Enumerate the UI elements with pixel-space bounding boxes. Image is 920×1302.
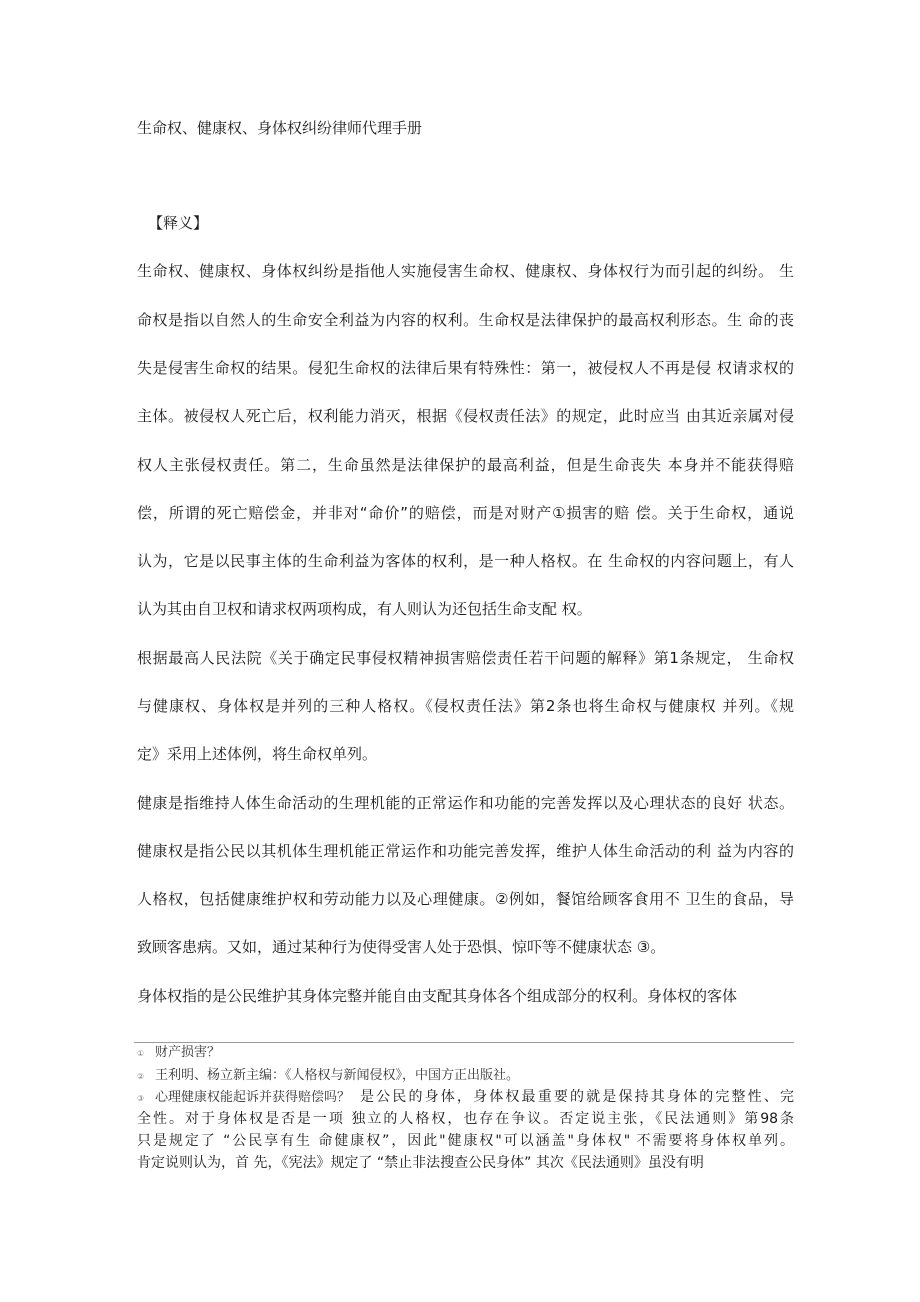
- section-heading: 【释义】: [148, 214, 209, 232]
- body-line: 根据最高人民法院《关于确定民事侵权精神损害赔偿责任若干问题的解释》第1条规定， 生命权: [137, 649, 794, 667]
- body-line: 失是侵害生命权的结果。侵犯生命权的法律后果有特殊性：第一，被侵权人不再是侵 权请求权的: [137, 359, 794, 377]
- footnote-text: 财产损害？: [155, 1045, 221, 1060]
- body-line: 偿，所谓的死亡赔偿金，并非对“命价”的赔偿，而是对财产①损害的赔 偿。关于生命权，通说: [137, 504, 794, 522]
- footnote-mark: ③: [137, 1094, 145, 1103]
- body-line: 主体。被侵权人死亡后，权利能力消灭，根据《侵权责任法》的规定，此时应当 由其近亲属对侵: [137, 407, 794, 425]
- body-line: 生命权、健康权、身体权纠纷是指他人实施侵害生命权、健康权、身体权行为而引起的纠纷。 生: [137, 262, 794, 280]
- body-line: 人格权，包括健康维护权和劳动能力以及心理健康。②例如，餐馆给顾客食用不 卫生的食品，导: [137, 890, 794, 908]
- footnote-mark: ①: [137, 1049, 145, 1058]
- footnote-text: 心理健康权能起诉并获得赔偿吗？: [155, 1090, 351, 1105]
- footnote-3: [137, 1090, 350, 1107]
- document-title: 生命权、健康权、身体权纠纷律师代理手册: [137, 119, 423, 137]
- footnote-text: 王利明、杨立新主编：《人格权与新闻侵权》，中国方正出版社。: [155, 1068, 520, 1083]
- body-line: 命权是指以自然人的生命安全利益为内容的权利。生命权是法律保护的最高权利形态。生 命的丧: [137, 311, 794, 329]
- footnote-separator: [134, 1042, 794, 1043]
- body-line: 认为，它是以民事主体的生命利益为客体的权利，是一种人格权。在 生命权的内容问题上，有人: [137, 552, 794, 570]
- body-line: 认为其由自卫权和请求权两项构成，有人则认为还包括生命支配 权。: [137, 600, 592, 618]
- body-line: 身体权指的是公民维护其身体完整并能自由支配其身体各个组成部分的权利。身体权的客体: [137, 987, 738, 1005]
- footnote-2: [137, 1068, 519, 1085]
- footnote-continuation-line: 是公民的身体，身体权最重要的就是保持其身体的完整性、完: [360, 1089, 794, 1105]
- footnote-mark: ②: [137, 1072, 145, 1081]
- footnote-1: [137, 1045, 220, 1062]
- body-line: 健康权是指公民以其机体生理机能正常运作和功能完善发挥，维护人体生命活动的利 益为内容的: [137, 842, 794, 860]
- body-line: 致顾客患病。又如，通过某种行为使得受害人处于恐惧、惊吓等不健康状态 ③。: [137, 938, 666, 956]
- footnote-continuation-line: 全性。对于身体权是否是一项 独立的人格权，也存在争议。否定说主张，《民法通则》第98条: [137, 1111, 794, 1127]
- body-line: 权人主张侵权责任。第二，生命虽然是法律保护的最高利益，但是生命丧失 本身并不能获得赔: [137, 456, 794, 474]
- footnote-continuation-line: 肯定说则认为，首 先，《宪法》规定了 “禁止非法搜查公民身体” 其次《民法通则》虽没有明: [137, 1155, 704, 1171]
- footnote-continuation-line: 只是规定了 “公民享有生 命健康权”，因此"健康权"可以涵盖"身体权" 不需要将身体权单列。: [137, 1133, 794, 1149]
- body-line: 定》采用上述体例，将生命权单列。: [137, 745, 378, 763]
- body-line: 与健康权、身体权是并列的三种人格权。《侵权责任法》第2条也将生命权与健康权 并列。《规: [137, 697, 794, 715]
- body-line: 健康是指维持人体生命活动的生理机能的正常运作和功能的完善发挥以及心理状态的良好 状态。: [137, 794, 794, 812]
